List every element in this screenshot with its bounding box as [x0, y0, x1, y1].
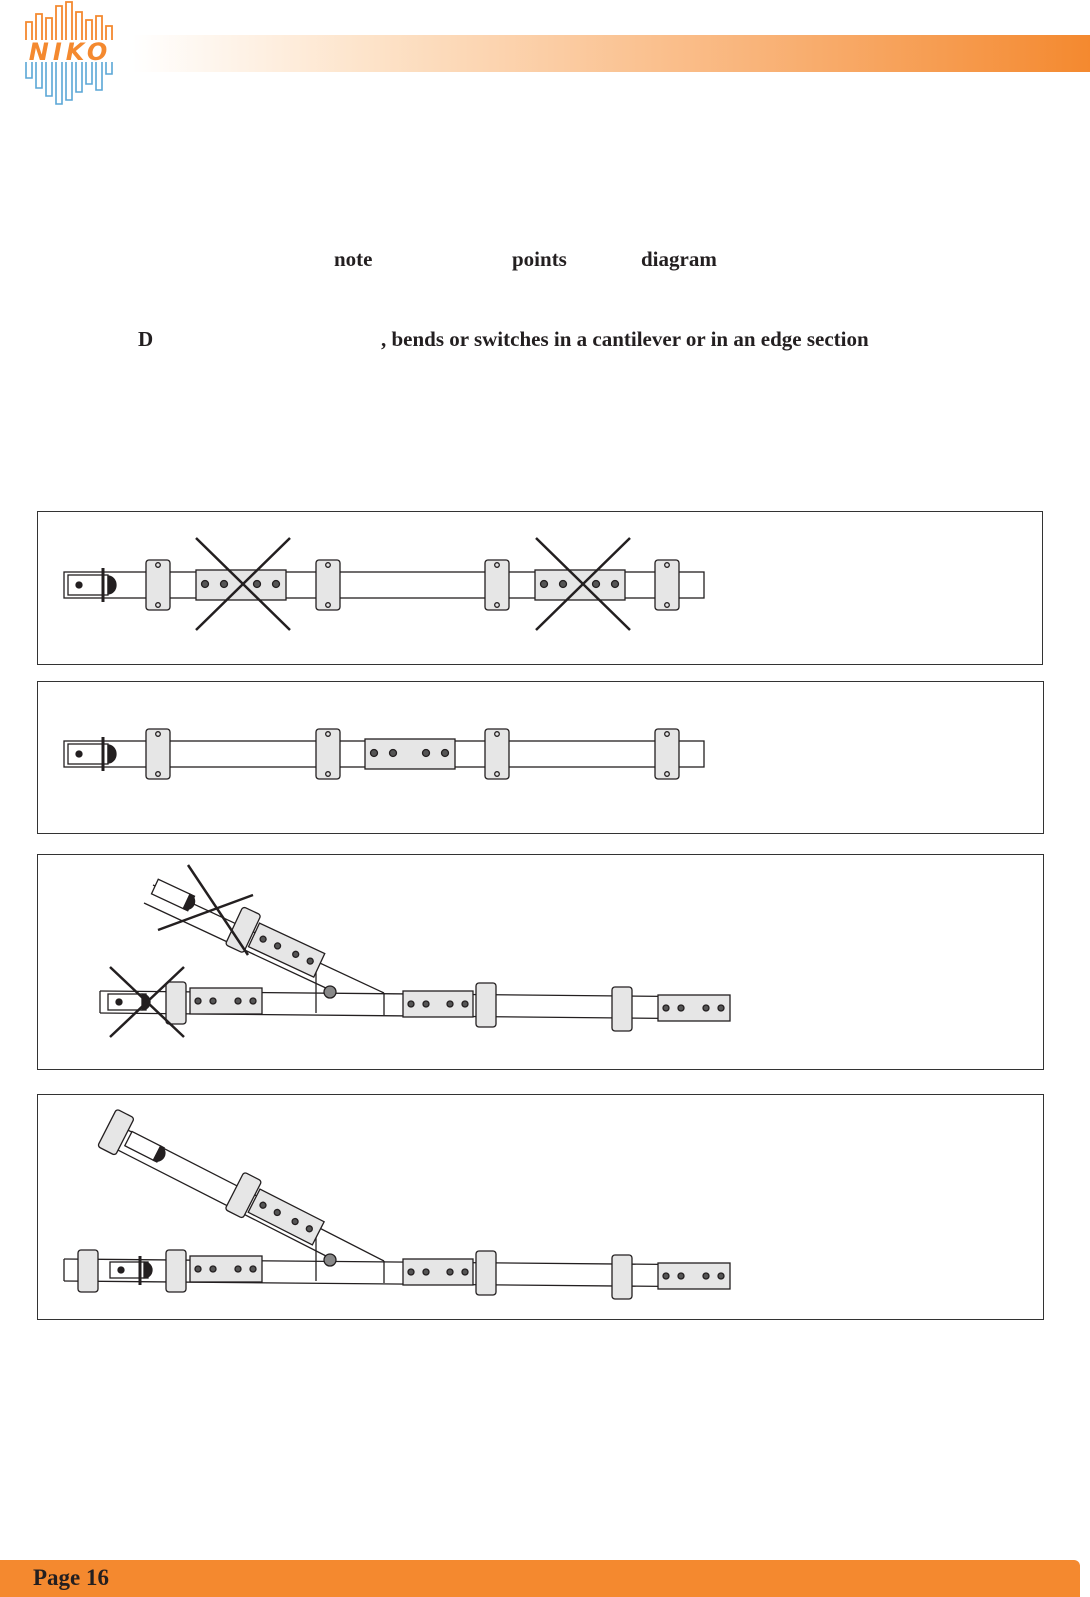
intro-word-diagram: diagram	[641, 247, 717, 271]
intro-word-note: note	[334, 247, 373, 271]
logo-text: NIKO	[28, 38, 112, 66]
diagram-switch-correct-drawing	[38, 1095, 1045, 1321]
footer-bar	[0, 1560, 1080, 1597]
diagram-straight-track-wrong	[37, 511, 1043, 665]
niko-logo	[18, 0, 128, 110]
diagram-switch-track-correct	[37, 1094, 1044, 1320]
intro-word-points: points	[512, 247, 567, 271]
diagram-straight-wrong-drawing	[38, 512, 1044, 666]
diagram-switch-track-wrong	[37, 854, 1044, 1070]
page-number: Page 16	[33, 1565, 110, 1590]
rule-text: , bends or switches in a cantilever or in an edge section	[381, 327, 869, 351]
header-gradient-bar	[132, 35, 1090, 72]
diagram-switch-wrong-drawing	[38, 855, 1045, 1071]
rule-letter-d: D	[138, 327, 154, 351]
diagram-straight-correct-drawing	[38, 682, 1045, 835]
diagram-straight-track-correct	[37, 681, 1044, 834]
